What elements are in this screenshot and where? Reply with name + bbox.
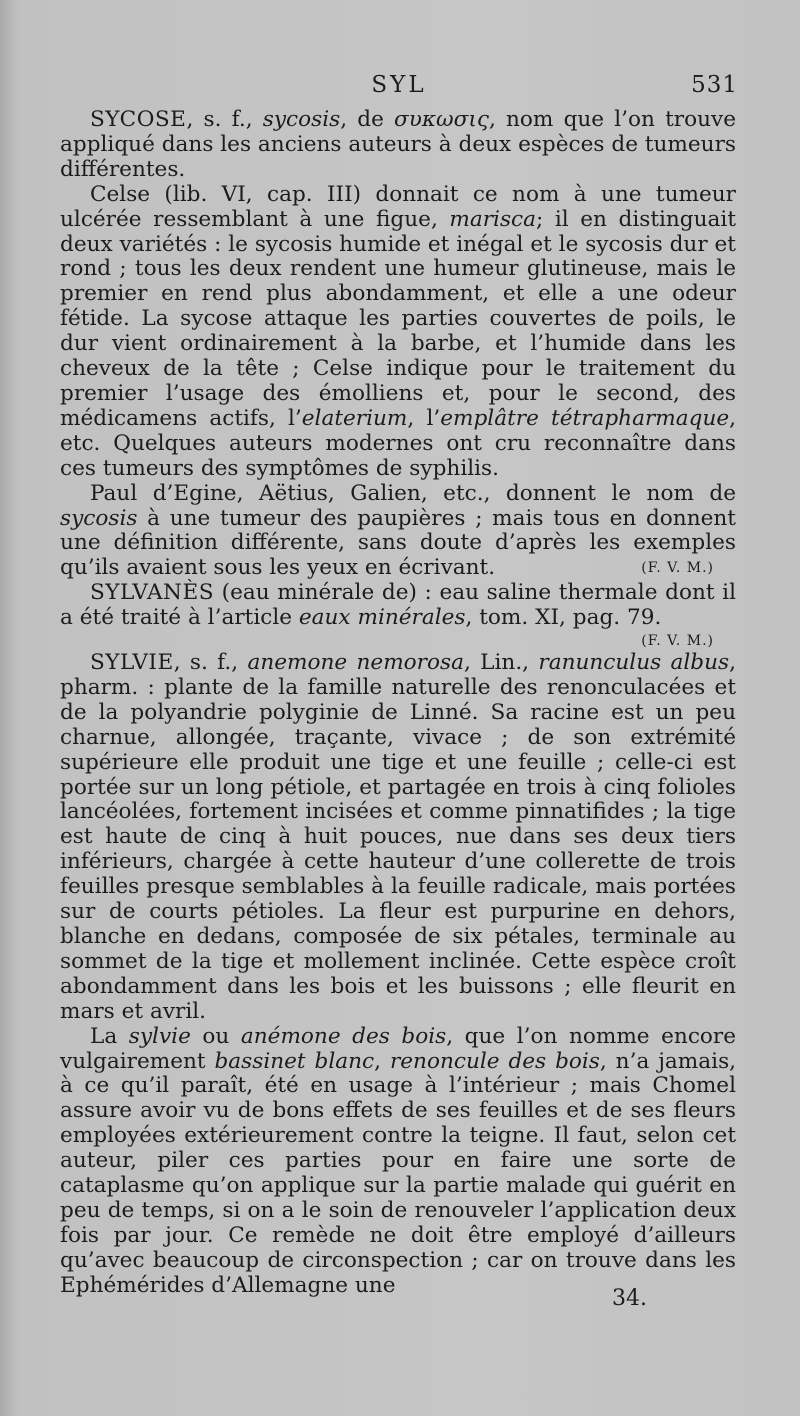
entry-sylvie (60, 651, 736, 1025)
author-signature: (F. V. M.) (641, 560, 714, 577)
greek-term: συκωσις (394, 107, 489, 132)
italic-term: sycosis (60, 505, 138, 531)
paragraph-sylvie-usage (60, 1025, 736, 1299)
paragraph-text: , etc. Quelques auteurs modernes ont cru reconnaître dans ces tumeurs des symptômes de syphilis. (60, 405, 737, 481)
paragraph-text: Celse (lib. VI, cap. III) donnait ce nom à une tumeur ulcérée ressemblant à une figue, (60, 181, 736, 232)
paragraph-text: , n’a jamais, à ce qu’il paraît, été en usage à l’intérieur ; mais Chomel assure avoir vu de bons effets de ses feuilles et de ses fleurs employées extérieurement contre la teigne. Il faut, selon cet auteur, piler ces parties pour en faire une sorte de cataplasme qu’on applique sur la partie malade qui guérit en peu de temps, si on a le soin de renouveler l’application deux fois par jour. Ce remède ne doit être employé d’ailleurs qu’avec beaucoup de circonspection ; car on trouve dans les Ephémérides d’Allemagne une (60, 1048, 737, 1298)
entry-sylvanes (60, 581, 736, 631)
entry-text: , s. f., (186, 107, 263, 132)
italic-term: bassinet blanc (214, 1048, 375, 1074)
italic-term: anemone nemorosa (247, 650, 464, 676)
latin-term: sycosis (262, 107, 341, 132)
running-title: SYL (371, 72, 427, 98)
paragraph-text: , que l’on nomme encore vulgairement (60, 1023, 737, 1074)
paragraph-celse (60, 183, 736, 482)
entry-text: , Lin., (463, 650, 539, 676)
entry-text: , pharm. : plante de la famille naturelle des renonculacées et de la polyandrie polyginie de Linné. Sa racine est un peu charnue, allongée, traçante, vivace ; de son extrémité supérieure elle produit une tige et une feuille ; celle-ci est portée sur un long pétiole, et partagée en trois à cinq folioles lancéolées, fortement incisées et comme pinnatifides ; la tige est haute de cinq à huit pouces, nue dans ses deux tiers inférieurs, chargée à cette hauteur d’une collerette de trois feuilles presque semblables à la feuille radicale, mais portées sur de courts pétioles. La fleur est purpurine en dehors, blanche en dedans, composée de six pétales, terminale au sommet de la tige et mollement inclinée. Cette espèce croît abondamment dans les bois et les buissons ; elle fleurit en mars et avril. (60, 650, 736, 1024)
italic-term: elaterium (301, 405, 408, 431)
author-signature: (F. V. M.) (641, 633, 714, 650)
page-body (60, 108, 736, 1299)
entry-text: , s. f., (173, 650, 248, 676)
entry-text: , de (340, 107, 395, 132)
italic-term: renoncule des bois (389, 1048, 600, 1074)
paragraph-text: à une tumeur des paupières ; mais tous en donnent une définition différente, sans doute d’après les exemples qu’ils avaient sous les yeux en écrivant. (60, 505, 736, 581)
italic-term: ranunculus albus (538, 650, 730, 676)
paragraph-text: ou (190, 1023, 241, 1049)
italic-term: sylvie (128, 1023, 191, 1049)
entry-text: , nom que l’on trouve appliqué dans les anciens auteurs à deux espèces de tumeurs différentes. (60, 107, 736, 182)
paragraph-text: , l’ (407, 405, 441, 431)
headword: SYLVANÈS (90, 580, 214, 606)
gathering-signature-mark: 34. (612, 1286, 647, 1311)
page-number: 531 (691, 72, 738, 98)
paragraph-text: ; il en distinguait deux variétés : le sycosis humide et inégal et le sycosis dur et rond ; tous les deux rendent une humeur glutineuse, mais le premier en rend plus abondamment, et elle a une odeur fétide. La sycose attaque les parties couvertes de poils, le dur vient ordinairement à la barbe, et l’humide dans les cheveux de la tête ; Celse indique pour le traitement du premier l’usage des émolliens et, pour le second, des médicamens actifs, l’ (60, 206, 736, 431)
italic-term: eaux minérales (298, 605, 466, 631)
entry-text: , tom. XI, pag. 79. (465, 605, 662, 631)
italic-term: emplâtre tétrapharmaque (440, 405, 730, 431)
paragraph-paul-degine (60, 482, 736, 582)
entry-text: (eau minérale de) : eau saline thermale dont il a été traité à l’article (60, 580, 736, 631)
page-header (60, 72, 738, 102)
entry-sycose (60, 108, 736, 183)
italic-term: marisca (449, 206, 537, 232)
paragraph-text: La (90, 1023, 129, 1049)
italic-term: anémone des bois (240, 1023, 447, 1049)
paragraph-text: Paul d’Egine, Aëtius, Galien, etc., donnent le nom de (90, 480, 736, 506)
headword: SYCOSE (90, 107, 187, 132)
paragraph-text: , (374, 1048, 390, 1074)
headword: SYLVIE (90, 650, 174, 676)
